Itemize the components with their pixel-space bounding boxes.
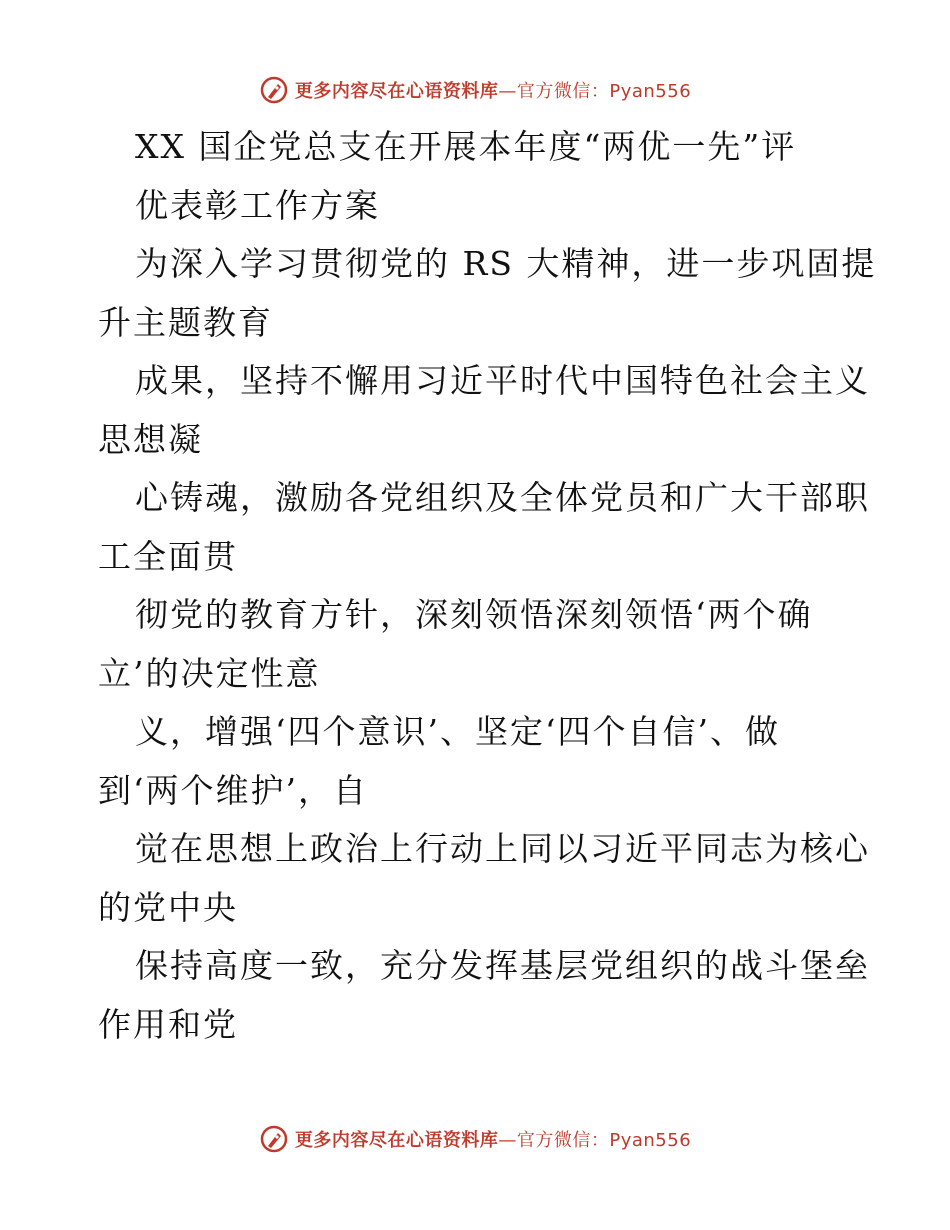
- footer-banner-separator: —: [498, 1130, 517, 1151]
- paragraph-line: 觉在思想上政治上行动上同以习近平同志为核心: [135, 829, 870, 868]
- paragraph-line: 工全面贯: [98, 536, 238, 576]
- header-banner-separator: —: [498, 81, 517, 102]
- footer-banner-title: 更多内容尽在心语资料库: [294, 1130, 499, 1151]
- title-line-1: XX 国企党总支在开展本年度“两优一先”评: [135, 127, 797, 166]
- header-banner-contact: 官方微信：Pyan556: [516, 81, 692, 102]
- paragraph-line: 立’的决定性意: [98, 653, 321, 693]
- paragraph-line: 升主题教育: [98, 302, 273, 342]
- paragraph-line: 作用和党: [98, 1004, 238, 1044]
- paragraph-line: 保持高度一致，充分发挥基层党组织的战斗堡垒: [135, 946, 870, 985]
- paragraph-line: 思想凝: [98, 419, 203, 459]
- title-line-2: 优表彰工作方案: [135, 185, 380, 225]
- paragraph-line: 彻党的教育方针，深刻领悟深刻领悟‘两个确: [135, 595, 813, 634]
- paragraph-line: 到‘两个维护’，自: [98, 770, 368, 810]
- pen-nib-logo-icon: [259, 1124, 289, 1154]
- header-banner: [0, 72, 950, 108]
- paragraph-line: 成果，坚持不懈用习近平时代中国特色社会主义: [135, 361, 870, 400]
- paragraph-line: 的党中央: [98, 887, 238, 927]
- footer-banner-label: [295, 1126, 691, 1152]
- paragraph-line: 为深入学习贯彻党的 RS 大精神，进一步巩固提: [135, 244, 877, 283]
- pen-nib-logo-icon: [259, 75, 289, 105]
- paragraph-line: 义，增强‘四个意识’、坚定‘四个自信’、做: [135, 712, 780, 751]
- paragraph-line: 心铸魂，激励各党组织及全体党员和广大干部职: [135, 478, 870, 517]
- header-banner-label: [295, 77, 691, 103]
- footer-banner: [0, 1121, 950, 1157]
- footer-banner-contact: 官方微信：Pyan556: [516, 1130, 692, 1151]
- header-banner-title: 更多内容尽在心语资料库: [294, 81, 499, 102]
- document-body: [98, 118, 877, 1054]
